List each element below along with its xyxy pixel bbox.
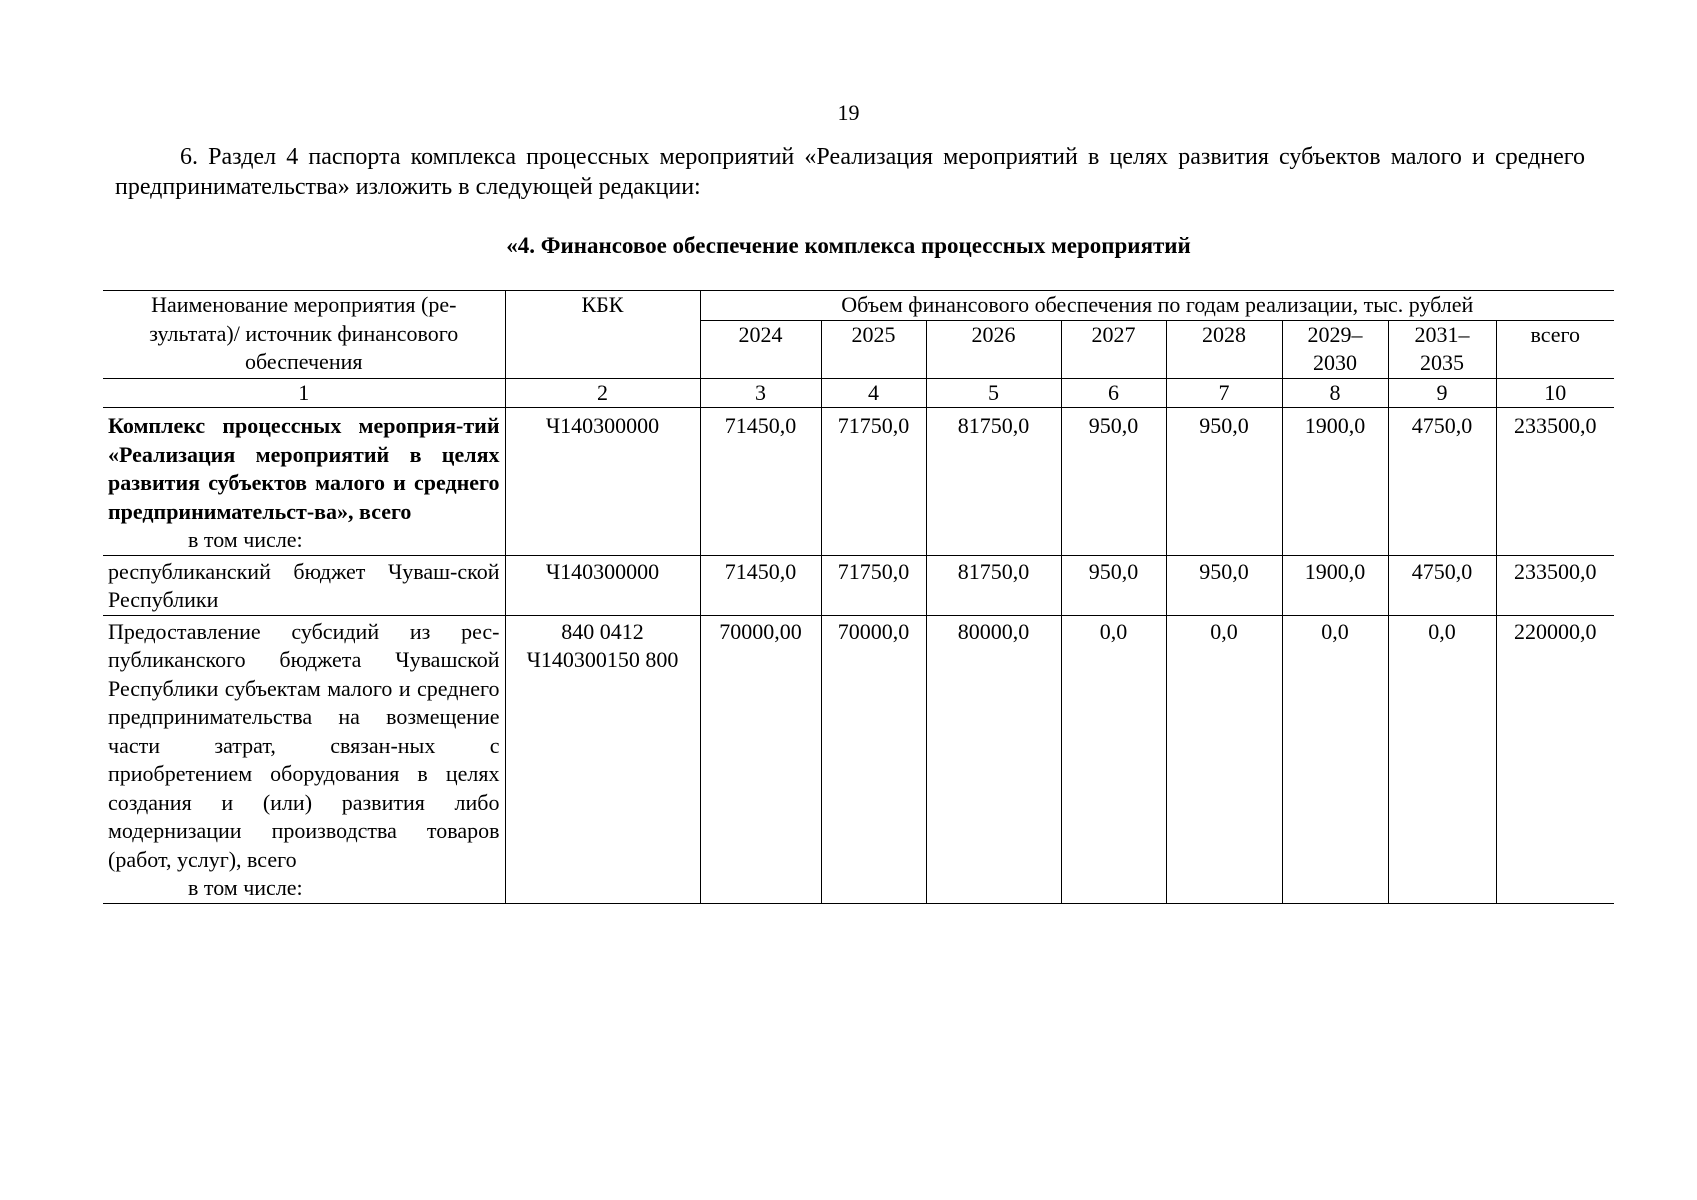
- column-number: 10: [1496, 378, 1614, 408]
- column-number: 1: [103, 378, 505, 408]
- value-cell: 81750,0: [926, 408, 1061, 556]
- value-cell: 70000,0: [821, 615, 926, 903]
- row-name: Предоставление субсидий из рес-публиканского бюджета Чувашской Республики субъектам малого и среднего предпринимательства на возмещение части затрат, связан-ных с приобретением оборудования в целях создания и (или) развития либо модернизации производства товаров (работ, услуг), всего: [108, 618, 500, 872]
- table-row: [103, 555, 1614, 615]
- header-kbk: КБК: [505, 291, 700, 379]
- column-number: 9: [1388, 378, 1496, 408]
- row-name-cell: [103, 408, 505, 556]
- header-year: 2031–2035: [1388, 320, 1496, 378]
- page-number: 19: [837, 100, 860, 125]
- row-note: в том числе:: [188, 527, 303, 552]
- value-cell: 0,0: [1061, 615, 1166, 903]
- row-kbk: Ч140300000: [505, 408, 700, 556]
- financial-table: [103, 290, 1614, 904]
- column-number: 8: [1282, 378, 1388, 408]
- row-name: республиканский бюджет Чуваш-ской Республики: [103, 555, 505, 615]
- header-name: Наименование мероприятия (ре-зультата)/ источник финансового обеспечения: [103, 291, 505, 379]
- row-name: Комплекс процессных мероприя-тий «Реализация мероприятий в целях развития субъектов малого и среднего предпринимательст-ва», всего: [108, 413, 500, 524]
- value-cell: 0,0: [1388, 615, 1496, 903]
- column-number: 6: [1061, 378, 1166, 408]
- intro-paragraph: 6. Раздел 4 паспорта комплекса процессных мероприятий «Реализация мероприятий в целях развития субъектов малого и среднего предпринимательства» изложить в следующей редакции:: [115, 144, 1585, 200]
- header-year: 2025: [821, 320, 926, 378]
- header-volume: Объем финансового обеспечения по годам реализации, тыс. рублей: [700, 291, 1614, 321]
- value-cell: 220000,0: [1496, 615, 1614, 903]
- table-row: [103, 615, 1614, 903]
- value-cell: 71450,0: [700, 408, 821, 556]
- value-cell: 70000,00: [700, 615, 821, 903]
- header-year: 2027: [1061, 320, 1166, 378]
- value-cell: 1900,0: [1282, 555, 1388, 615]
- section-title: «4. Финансовое обеспечение комплекса процессных мероприятий: [506, 233, 1191, 258]
- table-row: [103, 408, 1614, 556]
- column-number: 7: [1166, 378, 1282, 408]
- value-cell: 4750,0: [1388, 408, 1496, 556]
- value-cell: 950,0: [1061, 408, 1166, 556]
- value-cell: 4750,0: [1388, 555, 1496, 615]
- value-cell: 1900,0: [1282, 408, 1388, 556]
- header-year: 2029–2030: [1282, 320, 1388, 378]
- value-cell: 0,0: [1166, 615, 1282, 903]
- header-year: 2028: [1166, 320, 1282, 378]
- row-kbk-line: Ч140300150 800: [526, 647, 679, 672]
- row-note: в том числе:: [188, 875, 303, 900]
- column-number: 4: [821, 378, 926, 408]
- value-cell: 80000,0: [926, 615, 1061, 903]
- column-number: 3: [700, 378, 821, 408]
- column-number: 2: [505, 378, 700, 408]
- header-total: всего: [1496, 320, 1614, 378]
- header-row-1: [103, 291, 1614, 321]
- row-kbk: Ч140300000: [505, 555, 700, 615]
- value-cell: 233500,0: [1496, 555, 1614, 615]
- header-year: 2024: [700, 320, 821, 378]
- value-cell: 0,0: [1282, 615, 1388, 903]
- value-cell: 71750,0: [821, 555, 926, 615]
- column-numbers-row: [103, 378, 1614, 408]
- value-cell: 71750,0: [821, 408, 926, 556]
- value-cell: 950,0: [1061, 555, 1166, 615]
- row-kbk-line: 840 0412: [561, 618, 644, 644]
- value-cell: 233500,0: [1496, 408, 1614, 556]
- value-cell: 71450,0: [700, 555, 821, 615]
- row-kbk-cell: [505, 615, 700, 903]
- value-cell: 950,0: [1166, 408, 1282, 556]
- column-number: 5: [926, 378, 1061, 408]
- header-year: 2026: [926, 320, 1061, 378]
- value-cell: 81750,0: [926, 555, 1061, 615]
- value-cell: 950,0: [1166, 555, 1282, 615]
- row-name-cell: [103, 615, 505, 903]
